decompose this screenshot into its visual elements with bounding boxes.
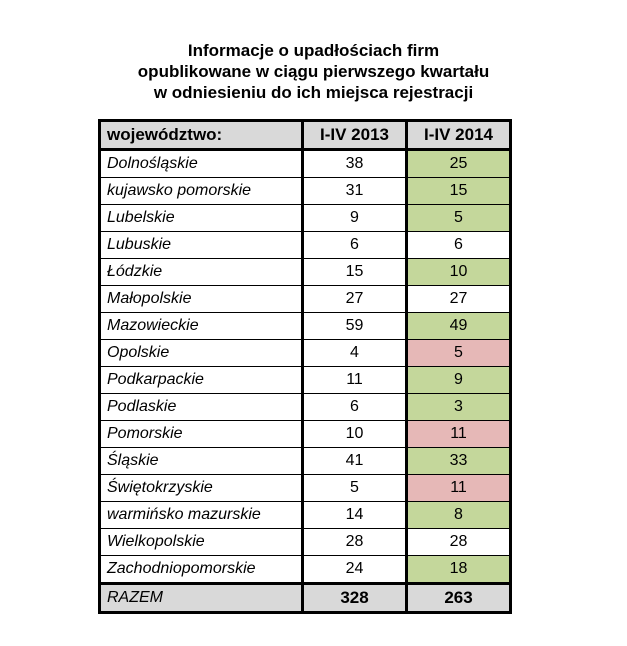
value-2014: 15 xyxy=(407,178,511,205)
region-name: Małopolskie xyxy=(100,286,303,313)
value-2013: 5 xyxy=(303,475,407,502)
value-2013: 10 xyxy=(303,421,407,448)
value-2013: 4 xyxy=(303,340,407,367)
value-2013: 24 xyxy=(303,556,407,584)
region-name: Lubelskie xyxy=(100,205,303,232)
value-2014: 5 xyxy=(407,340,511,367)
total-2014: 263 xyxy=(407,584,511,613)
table-row xyxy=(100,232,511,259)
value-2014: 6 xyxy=(407,232,511,259)
region-name: Pomorskie xyxy=(100,421,303,448)
region-name: kujawsko pomorskie xyxy=(100,178,303,205)
value-2013: 31 xyxy=(303,178,407,205)
table-row xyxy=(100,340,511,367)
value-2014: 49 xyxy=(407,313,511,340)
total-label: RAZEM xyxy=(100,584,303,613)
table-row xyxy=(100,394,511,421)
region-name: Wielkopolskie xyxy=(100,529,303,556)
value-2014: 11 xyxy=(407,421,511,448)
value-2014: 18 xyxy=(407,556,511,584)
value-2013: 38 xyxy=(303,150,407,178)
region-name: Opolskie xyxy=(100,340,303,367)
region-name: Podlaskie xyxy=(100,394,303,421)
header-2013: I-IV 2013 xyxy=(303,121,407,150)
region-name: Mazowieckie xyxy=(100,313,303,340)
value-2014: 11 xyxy=(407,475,511,502)
value-2013: 14 xyxy=(303,502,407,529)
value-2014: 3 xyxy=(407,394,511,421)
table-row xyxy=(100,556,511,584)
value-2014: 5 xyxy=(407,205,511,232)
title-line-2: opublikowane w ciągu pierwszego kwartału xyxy=(137,62,490,81)
table-row xyxy=(100,313,511,340)
title-line-3: w odniesieniu do ich miejsca rejestracji xyxy=(153,83,474,102)
table-row xyxy=(100,529,511,556)
table-row xyxy=(100,367,511,394)
value-2013: 15 xyxy=(303,259,407,286)
total-row xyxy=(100,584,511,613)
total-2013: 328 xyxy=(303,584,407,613)
table-row xyxy=(100,421,511,448)
value-2014: 25 xyxy=(407,150,511,178)
value-2013: 9 xyxy=(303,205,407,232)
header-2014: I-IV 2014 xyxy=(407,121,511,150)
region-name: Zachodniopomorskie xyxy=(100,556,303,584)
region-name: Śląskie xyxy=(100,448,303,475)
value-2013: 11 xyxy=(303,367,407,394)
table-row xyxy=(100,502,511,529)
table-row xyxy=(100,150,511,178)
value-2013: 28 xyxy=(303,529,407,556)
table-body xyxy=(100,150,511,584)
table-row xyxy=(100,259,511,286)
region-name: Łódzkie xyxy=(100,259,303,286)
table-row xyxy=(100,286,511,313)
value-2013: 59 xyxy=(303,313,407,340)
region-name: Podkarpackie xyxy=(100,367,303,394)
value-2013: 41 xyxy=(303,448,407,475)
region-name: Dolnośląskie xyxy=(100,150,303,178)
table-row xyxy=(100,205,511,232)
table-row xyxy=(100,475,511,502)
header-region: województwo: xyxy=(100,121,303,150)
value-2013: 6 xyxy=(303,232,407,259)
table-row xyxy=(100,448,511,475)
value-2014: 9 xyxy=(407,367,511,394)
document-title xyxy=(0,40,627,103)
title-line-1: Informacje o upadłościach firm xyxy=(187,41,440,60)
table-row xyxy=(100,178,511,205)
value-2014: 33 xyxy=(407,448,511,475)
value-2014: 8 xyxy=(407,502,511,529)
table-header-row xyxy=(100,121,511,150)
value-2014: 27 xyxy=(407,286,511,313)
value-2014: 10 xyxy=(407,259,511,286)
value-2013: 6 xyxy=(303,394,407,421)
value-2014: 28 xyxy=(407,529,511,556)
value-2013: 27 xyxy=(303,286,407,313)
region-name: warmińsko mazurskie xyxy=(100,502,303,529)
region-name: Lubuskie xyxy=(100,232,303,259)
bankruptcy-table xyxy=(98,119,512,614)
region-name: Świętokrzyskie xyxy=(100,475,303,502)
